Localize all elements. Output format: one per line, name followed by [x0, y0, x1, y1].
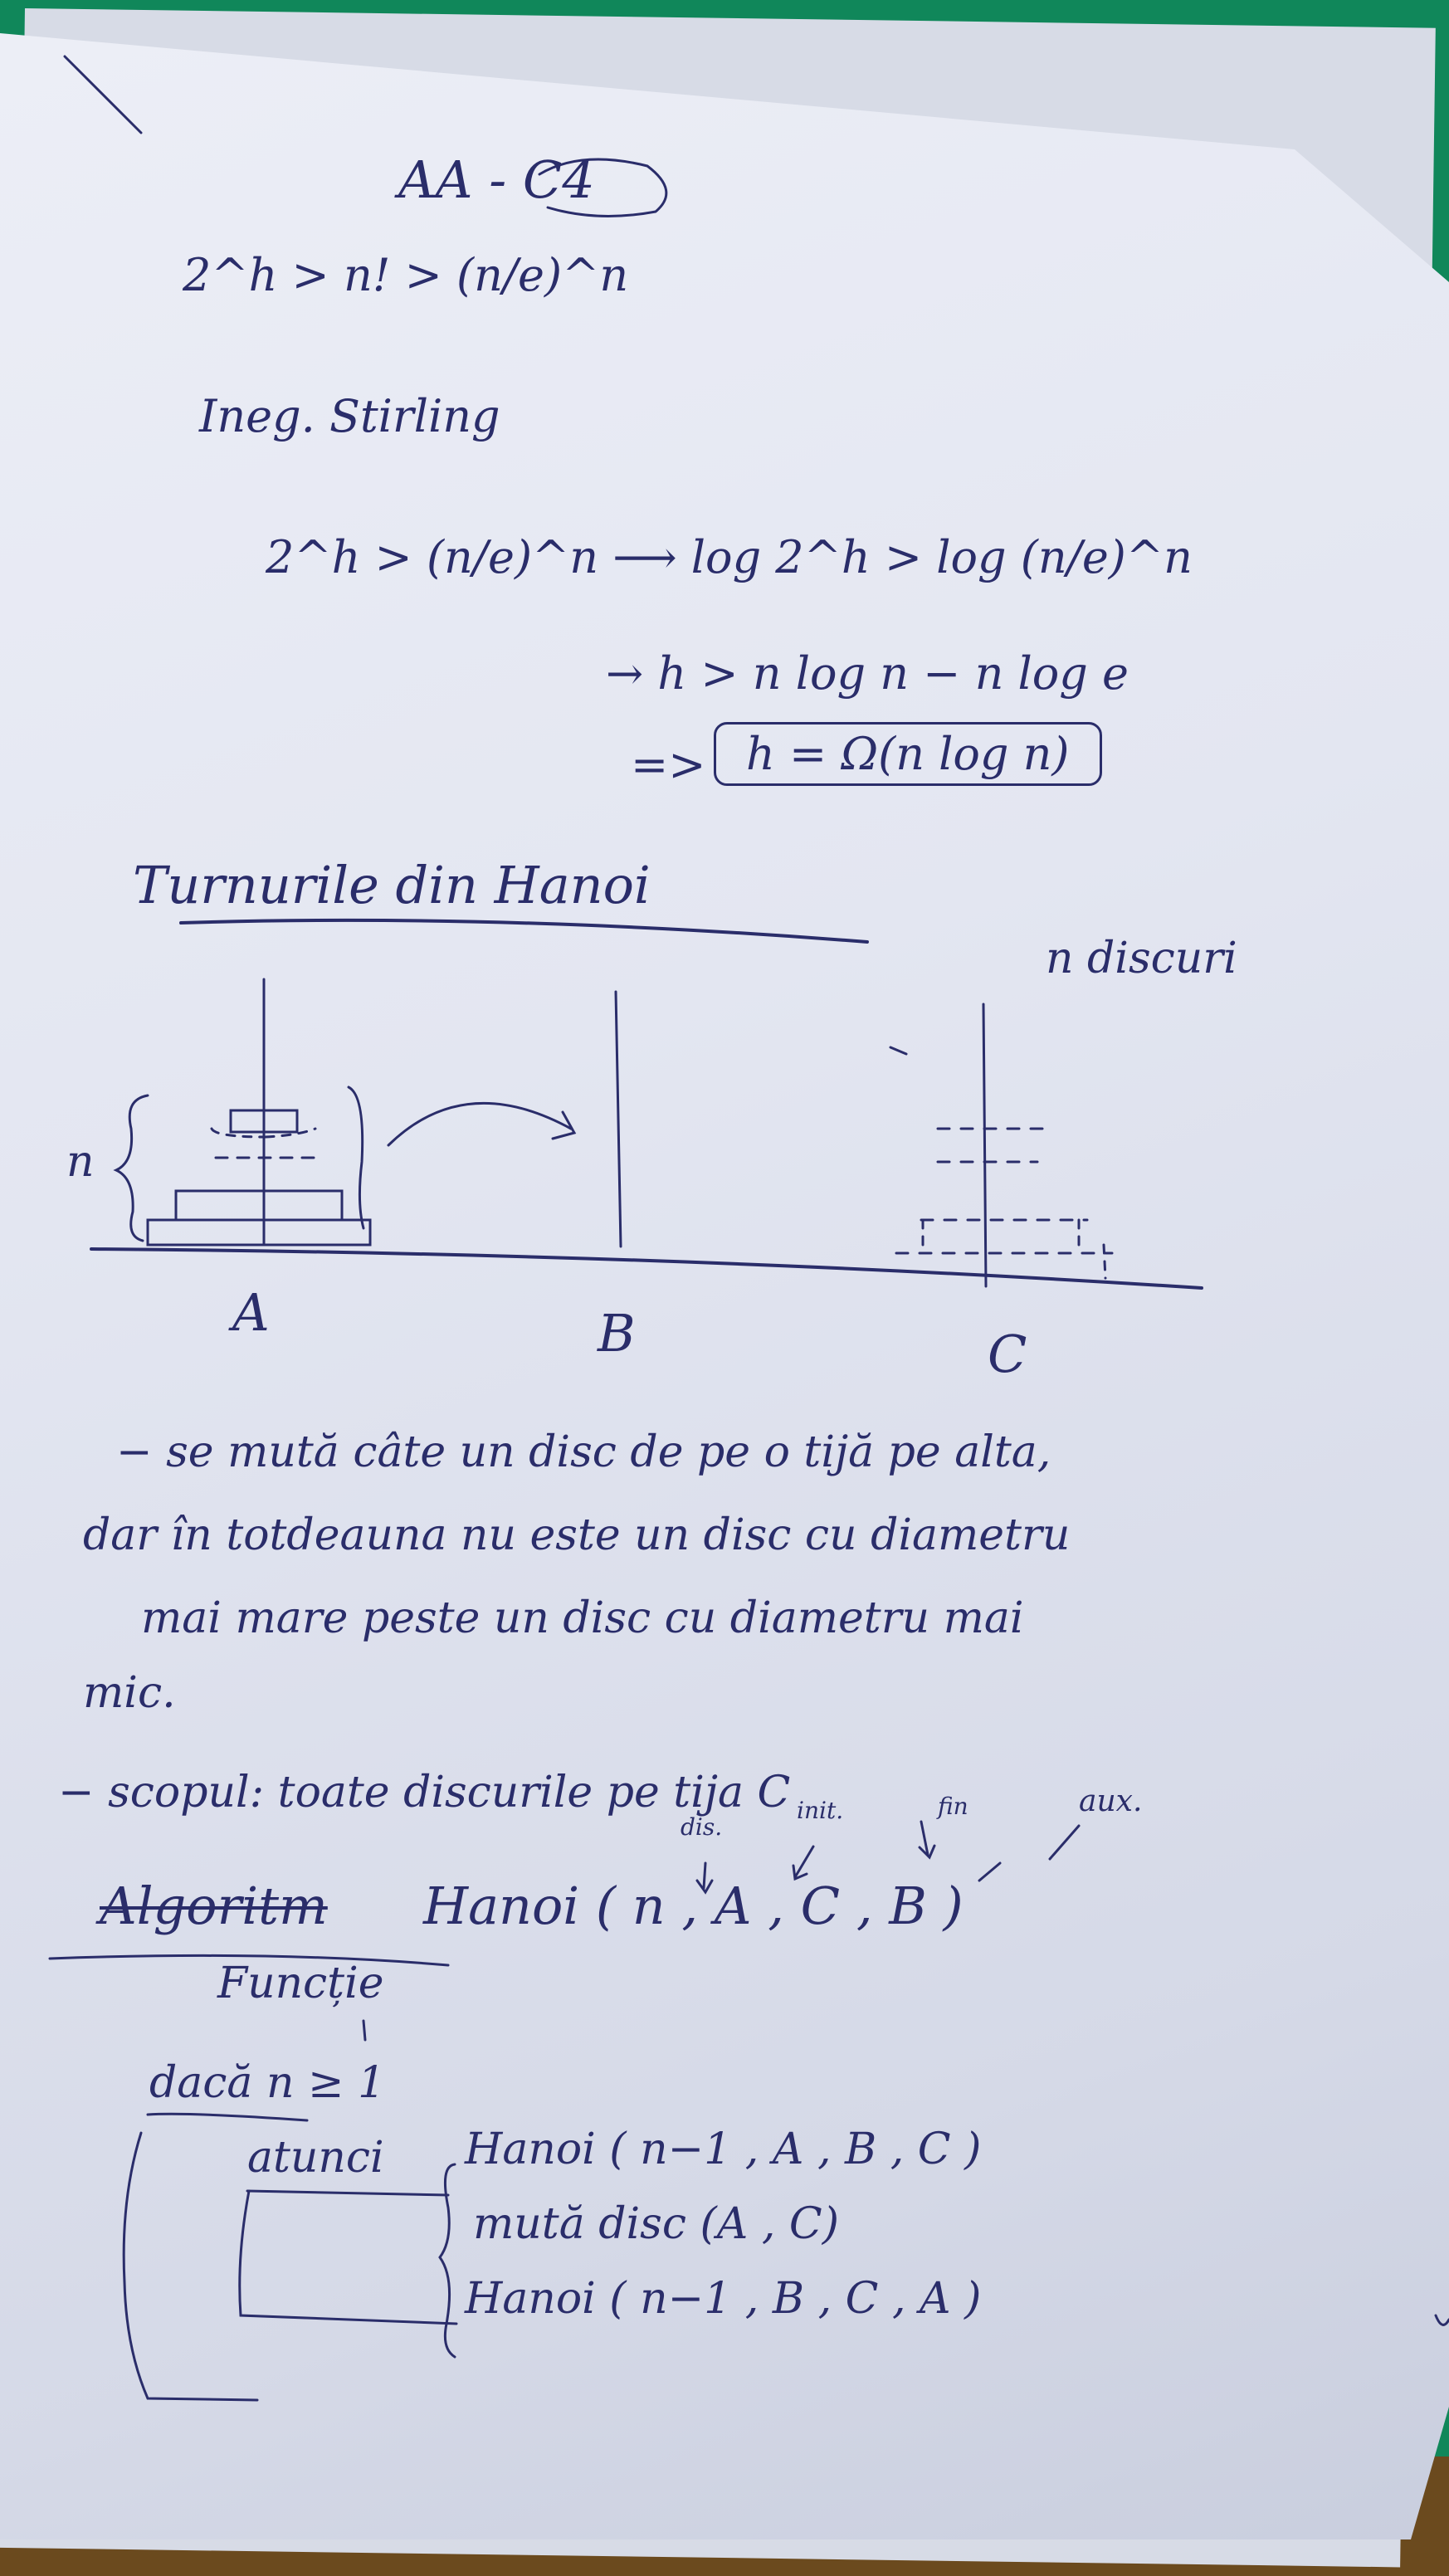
math-line-4: → h > n log n − n log e: [606, 647, 1129, 700]
math-line-5-prefix: =>: [631, 739, 706, 791]
keyword-functie: Funcție: [217, 1959, 384, 2008]
ann-discs: dis.: [681, 1813, 723, 1841]
atunci-underline: [247, 2191, 448, 2195]
then-brace: [440, 2164, 455, 2357]
goal-line: − scopul: toate discurile pe tija C: [58, 1768, 791, 1817]
ann-final: fin: [938, 1793, 968, 1820]
dashed-disks-c: [896, 1129, 1112, 1253]
page-header: AA - C4: [398, 149, 595, 210]
rule-line-2: dar în totdeauna nu este un disc cu diametru: [83, 1510, 1071, 1560]
math-line-3: 2^h > (n/e)^n ⟶ log 2^h > log (n/e)^n: [266, 531, 1193, 583]
step-2: mută disc (A , C): [473, 2199, 839, 2249]
stack-height-label: n: [66, 1137, 95, 1187]
rule-line-1: − se mută câte un disc de pe o tijă pe alta,: [116, 1427, 1051, 1477]
title-underline: [181, 920, 867, 942]
ann-init: init.: [797, 1797, 844, 1824]
section-title: Turnurile din Hanoi: [133, 855, 651, 915]
step-3: Hanoi ( n−1 , B , C , A ): [465, 2274, 982, 2324]
step-1: Hanoi ( n−1 , A , B , C ): [465, 2125, 982, 2174]
rule-line-3: mai mare peste un disc cu diametru mai: [141, 1593, 1024, 1643]
ann-arrow-init: [793, 1847, 813, 1879]
disk-count-label: n discuri: [1046, 934, 1237, 983]
if-block-bracket: [124, 2133, 257, 2400]
margin-mark: [1436, 2315, 1449, 2325]
rule-line-4: mic.: [83, 1668, 176, 1718]
stack-brace: [116, 1095, 148, 1241]
ann-arrow-aux: [1050, 1826, 1079, 1859]
algorithm-signature: Hanoi ( n , A , C , B ): [423, 1876, 964, 1936]
move-arrow: [388, 1103, 571, 1145]
rod-c-tick: [890, 1047, 906, 1054]
if-line: dacă n ≥ 1: [149, 2058, 386, 2108]
daca-underline: [148, 2114, 307, 2120]
stack-bracket: [349, 1087, 363, 1228]
ann-aux: aux.: [1079, 1784, 1143, 1818]
rod-c: [983, 1004, 986, 1286]
rod-b: [616, 992, 621, 1247]
keyword-algoritm-struck: Algoritm: [100, 1876, 328, 1936]
rod-label-b: B: [598, 1303, 636, 1364]
corner-mark: [65, 56, 141, 133]
ann-arrow-final-2: [979, 1863, 1000, 1881]
then-keyword: atunci: [247, 2133, 384, 2183]
ann-arrow-final: [920, 1822, 934, 1857]
disk-medium: [176, 1191, 342, 1220]
result-box: h = Ω(n log n): [714, 722, 1102, 786]
then-block-bracket: [240, 2191, 456, 2324]
rod-label-c: C: [988, 1324, 1027, 1384]
rod-label-a: A: [232, 1282, 270, 1343]
disk-large: [148, 1220, 370, 1245]
math-line-2: Ineg. Stirling: [199, 390, 500, 442]
math-line-1: 2^h > n! > (n/e)^n: [183, 249, 629, 301]
